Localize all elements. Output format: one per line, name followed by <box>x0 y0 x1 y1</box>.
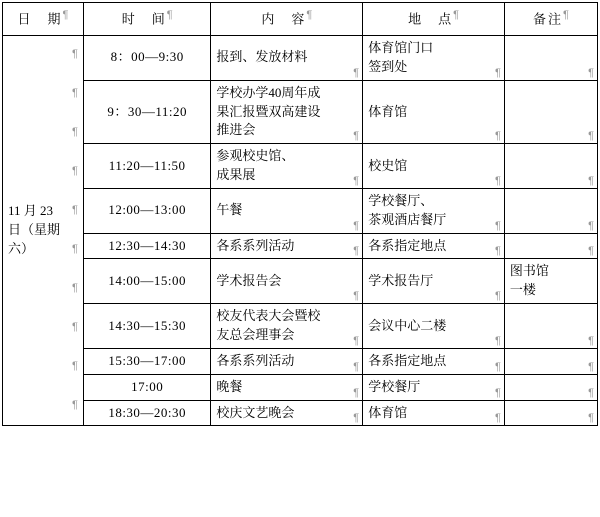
table-row <box>3 188 598 233</box>
time-text: 8：00—9:30 <box>110 49 184 65</box>
column-header-date <box>3 3 84 36</box>
table-row <box>3 374 598 400</box>
paragraph-mark-icon: ¶ <box>353 66 360 79</box>
time-text: 17:00 <box>131 378 164 394</box>
paragraph-mark-icon: ¶ <box>353 334 360 347</box>
paragraph-mark-icon: ¶ <box>353 412 360 425</box>
paragraph-mark-icon: ¶ <box>353 360 360 373</box>
time-cell <box>83 374 210 400</box>
note-line: 图书馆 <box>509 263 549 279</box>
content-line: 晚餐 <box>216 378 243 394</box>
time-cell <box>83 304 210 349</box>
table-header <box>3 3 598 36</box>
column-header-content-label: 内 容 <box>261 11 307 27</box>
content-line: 报到、发放材料 <box>216 49 308 65</box>
paragraph-mark-icon: ¶ <box>494 334 501 347</box>
content-line: 各系系列活动 <box>216 352 295 368</box>
place-cell <box>363 400 505 426</box>
paragraph-mark-icon: ¶ <box>453 9 459 22</box>
note-cell <box>504 144 597 189</box>
paragraph-mark-icon: ¶ <box>588 360 594 373</box>
time-cell <box>83 233 210 259</box>
paragraph-mark-icon: ¶ <box>494 290 501 303</box>
content-line: 午餐 <box>216 202 243 218</box>
time-text: 11:20—11:50 <box>108 157 186 173</box>
time-cell <box>83 80 210 144</box>
paragraph-mark-icon: ¶ <box>562 9 569 22</box>
paragraph-mark-icon: ¶ <box>353 290 360 303</box>
note-cell <box>504 374 597 400</box>
paragraph-mark-icon: ¶ <box>588 334 594 347</box>
place-cell <box>363 304 505 349</box>
paragraph-mark-icon: ¶ <box>353 174 360 187</box>
content-cell <box>211 374 363 400</box>
place-cell <box>363 348 505 374</box>
place-line: 各系指定地点 <box>368 237 447 253</box>
content-cell <box>211 348 363 374</box>
note-cell <box>504 80 597 144</box>
schedule-table <box>2 2 598 426</box>
time-text: 12:00—13:00 <box>108 202 187 218</box>
time-cell <box>83 348 210 374</box>
document-page <box>0 2 600 517</box>
paragraph-mark-icon: ¶ <box>494 219 501 232</box>
content-cell <box>211 233 363 259</box>
paragraph-mark-icon: ¶ <box>353 219 360 232</box>
paragraph-mark-icon: ¶ <box>166 9 173 22</box>
table-row <box>3 144 598 189</box>
place-cell <box>363 374 505 400</box>
paragraph-mark-icon: ¶ <box>62 9 69 22</box>
time-text: 15:30—17:00 <box>108 352 187 368</box>
paragraph-mark-icon: ¶ <box>494 245 501 258</box>
header-row <box>3 3 598 36</box>
paragraph-mark-icon-group: ¶ ¶ ¶ ¶ ¶ ¶ ¶ ¶ ¶ ¶ <box>71 48 78 411</box>
content-line: 果汇报暨双高建设 <box>216 103 321 119</box>
content-cell <box>211 36 363 81</box>
date-line: 日（星期 <box>8 222 61 238</box>
time-cell <box>83 400 210 426</box>
table-row <box>3 36 598 81</box>
place-line: 体育馆 <box>368 103 408 119</box>
column-header-note <box>504 3 597 36</box>
place-line: 签到处 <box>368 58 408 74</box>
content-cell <box>211 400 363 426</box>
place-line: 学校餐厅 <box>368 378 421 394</box>
table-row <box>3 304 598 349</box>
place-cell <box>363 188 505 233</box>
content-line: 推进会 <box>216 122 256 138</box>
paragraph-mark-icon: ¶ <box>588 386 594 399</box>
time-cell <box>83 259 210 304</box>
date-cell <box>3 36 84 426</box>
content-line: 各系系列活动 <box>216 237 295 253</box>
content-line: 成果展 <box>216 167 256 183</box>
note-cell <box>504 36 597 81</box>
column-header-content <box>211 3 363 36</box>
table-row <box>3 400 598 426</box>
table-row <box>3 233 598 259</box>
content-cell <box>211 188 363 233</box>
time-cell <box>83 144 210 189</box>
time-text: 14:30—15:30 <box>108 317 187 333</box>
paragraph-mark-icon: ¶ <box>494 360 501 373</box>
time-cell <box>83 36 210 81</box>
paragraph-mark-icon: ¶ <box>588 219 594 232</box>
place-line: 茶观酒店餐厅 <box>368 211 447 227</box>
time-text: 18:30—20:30 <box>108 404 187 420</box>
place-cell <box>363 36 505 81</box>
column-header-place-label: 地 点 <box>408 11 454 27</box>
content-cell <box>211 304 363 349</box>
place-cell <box>363 80 505 144</box>
paragraph-mark-icon: ¶ <box>353 386 360 399</box>
paragraph-mark-icon: ¶ <box>588 130 594 143</box>
time-cell <box>83 188 210 233</box>
place-line: 各系指定地点 <box>368 352 447 368</box>
column-header-time <box>83 3 210 36</box>
paragraph-mark-icon: ¶ <box>588 245 594 258</box>
paragraph-mark-icon: ¶ <box>353 245 360 258</box>
paragraph-mark-icon: ¶ <box>494 412 501 425</box>
place-line: 体育馆 <box>368 404 408 420</box>
paragraph-mark-icon: ¶ <box>588 66 594 79</box>
column-header-place <box>363 3 505 36</box>
note-line: 一楼 <box>509 282 536 298</box>
content-line: 学校办学40周年成 <box>216 84 321 100</box>
place-cell <box>363 233 505 259</box>
place-line: 学术报告厅 <box>368 272 434 288</box>
date-line: 11 月 23 <box>8 203 54 219</box>
content-line: 校庆文艺晚会 <box>216 404 295 420</box>
place-cell <box>363 144 505 189</box>
paragraph-mark-icon: ¶ <box>588 412 594 425</box>
time-text: 14:00—15:00 <box>108 272 187 288</box>
content-cell <box>211 144 363 189</box>
note-cell <box>504 304 597 349</box>
table-row <box>3 348 598 374</box>
note-cell <box>504 400 597 426</box>
date-line: 六） <box>8 241 35 257</box>
table-row <box>3 80 598 144</box>
paragraph-mark-icon: ¶ <box>353 130 360 143</box>
paragraph-mark-icon: ¶ <box>588 174 594 187</box>
content-line: 学术报告会 <box>216 272 282 288</box>
time-text: 9：30—11:20 <box>107 103 187 119</box>
note-cell <box>504 188 597 233</box>
paragraph-mark-icon: ¶ <box>306 9 313 22</box>
content-cell <box>211 80 363 144</box>
paragraph-mark-icon: ¶ <box>494 66 501 79</box>
column-header-date-label: 日 期 <box>17 11 63 27</box>
content-line: 校友代表大会暨校 <box>216 308 321 324</box>
table-body <box>3 36 598 426</box>
place-line: 体育馆门口 <box>368 40 434 55</box>
paragraph-mark-icon: ¶ <box>494 174 501 187</box>
table-row <box>3 259 598 304</box>
note-cell <box>504 348 597 374</box>
paragraph-mark-icon: ¶ <box>494 386 501 399</box>
place-cell <box>363 259 505 304</box>
content-line: 参观校史馆、 <box>216 148 295 164</box>
time-text: 12:30—14:30 <box>108 237 187 253</box>
note-cell <box>504 233 597 259</box>
place-line: 校史馆 <box>368 157 408 173</box>
content-line: 友总会理事会 <box>216 326 295 342</box>
column-header-note-label: 备注 <box>532 11 563 27</box>
content-cell <box>211 259 363 304</box>
place-line: 会议中心二楼 <box>368 317 447 333</box>
place-line: 学校餐厅、 <box>368 192 434 208</box>
note-cell <box>504 259 597 304</box>
column-header-time-label: 时 间 <box>121 11 167 27</box>
paragraph-mark-icon: ¶ <box>494 130 501 143</box>
